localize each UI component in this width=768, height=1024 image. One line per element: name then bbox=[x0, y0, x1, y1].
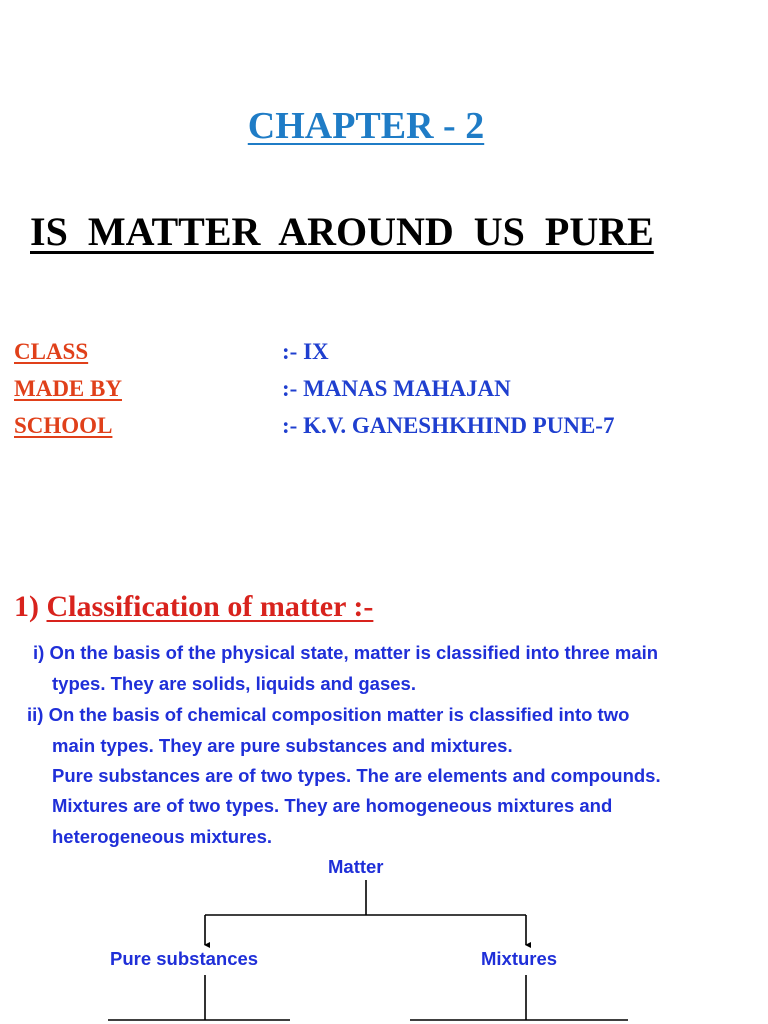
tree-node-mixtures: Mixtures bbox=[481, 948, 558, 969]
paragraph-line: types. They are solids, liquids and gases. bbox=[52, 673, 416, 694]
paragraph-line: main types. They are pure substances and mixtures. bbox=[52, 735, 513, 756]
class-value: :- IX bbox=[282, 339, 329, 364]
tree-node-pure-substances: Pure substances bbox=[110, 948, 259, 969]
made-by-label: MADE BY bbox=[14, 376, 122, 401]
paragraph-line: Mixtures are of two types. They are homogeneous mixtures and bbox=[52, 795, 613, 816]
school-value: :- K.V. GANESHKHIND PUNE-7 bbox=[282, 413, 615, 438]
tree-node-matter: Matter bbox=[328, 856, 384, 877]
paragraph-line: heterogeneous mixtures. bbox=[52, 826, 273, 847]
made-by-value: :- MANAS MAHAJAN bbox=[282, 376, 511, 401]
paragraph-line: ii) On the basis of chemical composition matter is classified into two bbox=[27, 704, 630, 725]
paragraph-line: Pure substances are of two types. The are elements and compounds. bbox=[52, 765, 661, 786]
section-number: 1) bbox=[14, 590, 39, 623]
section-title: Classification of matter :- bbox=[46, 590, 374, 623]
paragraph-line: i) On the basis of the physical state, matter is classified into three main bbox=[33, 642, 659, 663]
document-title: IS MATTER AROUND US PURE bbox=[30, 209, 654, 254]
chapter-heading: CHAPTER - 2 bbox=[247, 105, 485, 147]
school-label: SCHOOL bbox=[14, 413, 113, 438]
class-label: CLASS bbox=[14, 339, 89, 364]
